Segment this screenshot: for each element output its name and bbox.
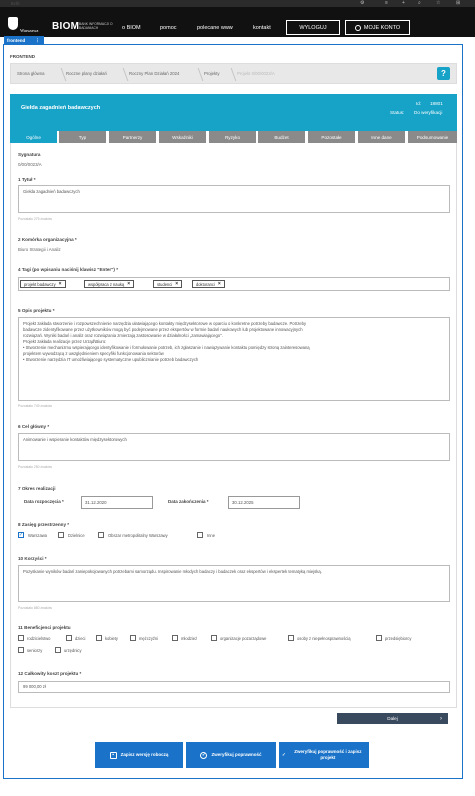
beneficiary-checkbox[interactable] <box>288 635 294 641</box>
verify-save-button[interactable] <box>279 742 369 768</box>
beneficiary-checkbox[interactable] <box>172 635 178 641</box>
signature-label: Sygnatura <box>18 152 41 157</box>
org-unit-value: Biuro Strategii i Analiz <box>18 247 61 252</box>
help-icon[interactable]: ? <box>437 67 450 80</box>
period-label: 7 Okres realizacji <box>18 486 56 491</box>
tab-type[interactable]: Typ <box>59 131 107 143</box>
my-account-button[interactable] <box>345 20 410 35</box>
org-unit-label: 2 Komórka organizacyjna * <box>18 237 77 242</box>
scope-option-label: Warszawa <box>28 533 47 538</box>
frontend-tag-label: frontend <box>7 38 26 43</box>
breadcrumb-projects[interactable]: Projekty <box>204 71 220 76</box>
description-line: rozwiązań. Wyniki badań i analiz oraz rozwiązania zmierzają zastosowanie w działalności „zamawiającego". <box>23 333 223 338</box>
description-line: projektem wywodzącą z uwzględnieniem specyfiki funkcjonowania sektorów <box>23 351 164 356</box>
beneficiary-label: seniorzy <box>27 648 43 653</box>
nav-link-help[interactable]: pomoc <box>160 25 177 31</box>
description-label: 5 Opis projektu * <box>18 308 55 313</box>
verify-save-label: Zweryfikuj poprawność i zapisz projekt <box>294 749 362 760</box>
chevron-right-icon: › <box>440 715 442 722</box>
description-line: Projekt zakłada stworzenie i rozpowszechnienie narzędzia ułatwiającego kontakty międzysektorowe w oparciu o konkretne potrzeby badawcze. Potrzeby <box>23 321 307 326</box>
save-draft-button[interactable] <box>95 742 183 768</box>
menu-icon[interactable]: ≡ <box>385 0 388 6</box>
beneficiary-label: urzędnicy <box>64 648 82 653</box>
save-icon: ▪ <box>110 752 117 759</box>
tag-chip[interactable] <box>20 280 66 288</box>
breadcrumb <box>10 63 457 84</box>
next-button-label: Dalej <box>387 716 398 721</box>
benefits-field-value: Pozyskanie wyników badań zaniepokojowanych potrzebami samorządu. Inspirowanie młodych badaczy i badaczek oraz ekspertów i ekspertek tematyką miejską. <box>23 569 322 574</box>
beneficiary-label: kobiety <box>105 636 118 641</box>
city-name: Warszawa <box>20 28 39 33</box>
goal-field[interactable] <box>18 433 450 461</box>
remove-tag-icon[interactable]: × <box>217 281 221 287</box>
breadcrumb-home[interactable]: Strona główna <box>17 71 45 76</box>
check-circle-icon: ✓ <box>201 752 207 758</box>
tab-budget[interactable]: Budżet <box>258 131 306 143</box>
beneficiary-checkbox[interactable] <box>96 635 102 641</box>
beneficiary-checkbox[interactable] <box>130 635 136 641</box>
tag-chip[interactable] <box>192 280 225 288</box>
benefits-char-counter: Pozostało 880 znaków <box>18 606 52 610</box>
beneficiary-label: dzieci <box>75 636 86 641</box>
goal-char-counter: Pozostało 250 znaków <box>18 465 52 469</box>
title-char-counter: Pozostało 275 znaków <box>18 217 52 221</box>
breadcrumb-separator <box>116 68 129 81</box>
cost-label: 12 Całkowity koszt projektu * <box>18 671 82 676</box>
tab-general[interactable]: Ogólne <box>10 131 58 143</box>
tab-other[interactable]: Pozostałe <box>308 131 356 143</box>
beneficiary-checkbox[interactable] <box>66 635 72 641</box>
city-crest-logo[interactable] <box>8 17 18 30</box>
beneficiary-label: mężczyźni <box>139 636 159 641</box>
beneficiary-checkbox[interactable] <box>18 635 24 641</box>
tab-summary[interactable]: Podsumowanie <box>408 131 457 143</box>
beneficiary-label: przedsiębiorcy <box>385 636 412 641</box>
remove-tag-icon[interactable]: × <box>127 281 131 287</box>
remove-tag-icon[interactable]: × <box>58 281 62 287</box>
system-bar-label: Edit <box>11 1 20 6</box>
project-form <box>10 143 457 722</box>
id-value: 18801 <box>430 101 443 106</box>
description-char-counter: Pozostało 749 znaków <box>18 404 52 408</box>
tag-chip[interactable] <box>153 280 182 288</box>
id-label: Id: <box>416 101 422 106</box>
add-icon[interactable]: + <box>402 0 405 6</box>
beneficiaries-label: 11 Beneficjenci projektu <box>18 625 71 630</box>
signature-value: 0/00/0023/A <box>18 162 42 167</box>
remove-tag-icon[interactable]: × <box>175 281 179 287</box>
scope-label: 8 Zasięg przestrzenny * <box>18 522 70 527</box>
beneficiary-checkbox[interactable] <box>18 647 24 653</box>
beneficiary-label: młodzież <box>181 636 198 641</box>
tag-label: współpraca z nauką <box>88 281 125 287</box>
description-field[interactable] <box>18 317 450 401</box>
more-vertical-icon[interactable]: ⋮ <box>35 37 40 43</box>
logout-label: WYLOGUJ <box>299 24 327 31</box>
title-field[interactable] <box>18 185 450 213</box>
start-date-input[interactable]: 31.12.2020 <box>81 496 153 509</box>
verify-button[interactable] <box>186 742 276 768</box>
description-text <box>19 318 449 366</box>
tag-chip[interactable] <box>84 280 134 288</box>
scope-option-label: Obszar metropolitalny Warszawy <box>108 533 168 538</box>
logout-button[interactable] <box>286 20 340 35</box>
benefits-label: 10 Korzyści * <box>18 556 47 561</box>
star-icon[interactable]: ☆ <box>436 0 441 6</box>
beneficiary-checkbox[interactable] <box>376 635 382 641</box>
start-date-label: Data rozpoczęcia * <box>24 499 64 504</box>
tab-bar <box>10 131 457 143</box>
user-icon <box>355 25 361 31</box>
description-line: Projekt zakłada realizacje przez Urząd\Biuro: <box>23 339 107 344</box>
project-panel-title: Giełda zagadnień badawczych <box>21 105 101 111</box>
scope-checkbox-warsaw[interactable]: ✓ <box>18 531 24 538</box>
beneficiary-label: organizacje pozarządowe <box>220 636 267 641</box>
status-badge: Do weryfikacji <box>414 110 443 115</box>
tags-label: 4 Tagi (po wpisaniu naciśnij klawisz "Enter") * <box>18 267 118 272</box>
scope-option-label: Inne <box>207 533 215 538</box>
brand-subtitle: BANK INFORMACJI O BADANIACH <box>79 22 113 30</box>
cost-field[interactable] <box>18 681 450 693</box>
save-draft-label: Zapisz wersję roboczą <box>120 752 169 757</box>
end-date-input[interactable]: 30.12.2025 <box>228 496 300 509</box>
my-account-label: MOJE KONTO <box>363 24 401 31</box>
tag-label: doktoranci <box>196 281 215 287</box>
goal-label: 6 Cel główny * <box>18 424 50 429</box>
breadcrumb-separator <box>224 68 237 81</box>
verify-label: Zweryfikuj poprawność <box>211 752 262 757</box>
system-bar <box>0 0 475 7</box>
beneficiary-label: rodzicielstwo <box>27 636 51 641</box>
breadcrumb-separator <box>191 68 204 81</box>
nav-link-about[interactable]: o BIOM <box>122 25 141 31</box>
title-field-value: Giełda zagadnień badawczych <box>23 189 80 194</box>
scope-checkbox-other[interactable] <box>197 532 203 538</box>
breadcrumb-separator <box>54 68 67 81</box>
tab-risk[interactable]: Ryzyko <box>209 131 257 143</box>
check-icon: ✓ <box>282 752 286 757</box>
scope-option-label: Dzielnice <box>68 533 85 538</box>
top-navigation <box>0 7 475 37</box>
scope-checkbox-districts[interactable] <box>58 532 64 538</box>
settings-icon[interactable]: ⚙ <box>360 0 365 6</box>
next-button[interactable] <box>337 713 448 724</box>
page-title: FRONTEND <box>10 54 35 59</box>
project-header-panel <box>10 94 457 131</box>
breadcrumb-current: Projekt 0/00/0023/A <box>237 71 275 76</box>
beneficiary-checkbox[interactable] <box>211 635 217 641</box>
description-line: • Stworzenie narzędzia IT umożliwiającego systematyczne upublicznianie potrzeb badawczych <box>23 357 199 362</box>
nav-link-contact[interactable]: kontakt <box>253 25 271 31</box>
title-label: 1 Tytuł * <box>18 177 36 182</box>
tab-partners[interactable]: Partnerzy <box>109 131 157 143</box>
goal-field-value: Animowanie i wspieranie kontaktów międzysektorowych <box>23 437 127 442</box>
description-line: badawcze zidentyfikowane przez użytkowników mogą być podejmowane przez ekspertów w formie badań naukowych lub projektowane innowacyjnych <box>23 327 303 332</box>
nav-link-recommended[interactable]: polecane www <box>197 25 233 31</box>
end-date-label: Data zakończenia * <box>168 499 209 504</box>
tags-input[interactable] <box>18 277 450 291</box>
cost-field-value: 99 000,00 zł <box>23 684 46 689</box>
brand-logo[interactable]: BIOM <box>52 21 80 32</box>
breadcrumb-annual-plans[interactable]: Roczne plany działań <box>66 71 107 76</box>
description-line: • Stworzenie mechanizmu wspierającego identyfikowanie i formułowanie potrzeb, ich zgłaszanie i nawiązywanie kontaktu pomiędzy stroną zainteresowaną <box>23 345 310 350</box>
tab-other-data[interactable]: Inne dane <box>358 131 406 143</box>
beneficiary-checkbox[interactable] <box>55 647 61 653</box>
status-label: Status: <box>390 110 405 115</box>
tab-indicators[interactable]: Wskaźniki <box>159 131 207 143</box>
benefits-field[interactable] <box>18 565 450 602</box>
scope-checkbox-metro[interactable] <box>98 532 104 538</box>
search-icon[interactable]: ⌕ <box>418 0 421 6</box>
beneficiary-label: osoby z niepełnosprawnością <box>297 636 351 641</box>
tag-label: studenci <box>157 281 173 287</box>
breadcrumb-plan-2024[interactable]: Roczny Plan Działań 2024 <box>129 71 180 76</box>
grid-icon[interactable]: ⊞ <box>456 0 461 6</box>
tag-label: projekt badawczy <box>24 281 56 287</box>
